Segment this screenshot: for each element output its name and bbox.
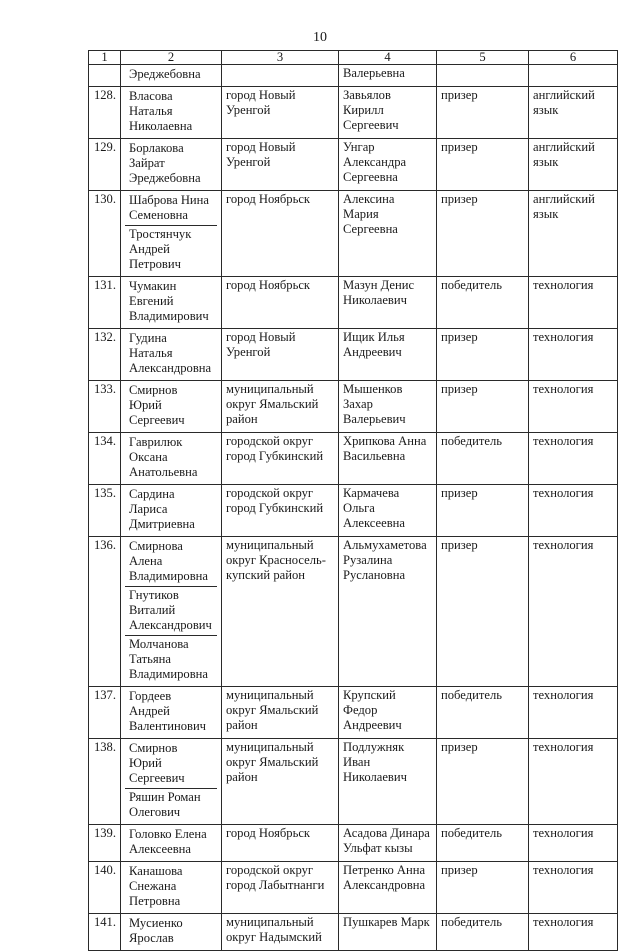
mentor-cell [121, 537, 222, 687]
status-cell: призер [437, 739, 529, 825]
student-cell: Асадова Динара Ульфат кызы [339, 825, 437, 862]
row-number: 129. [89, 139, 121, 191]
row-number [89, 65, 121, 87]
status-cell: призер [437, 862, 529, 914]
page-number: 10 [313, 30, 327, 45]
student-cell: Кармачева Ольга Алексеевна [339, 485, 437, 537]
territory-cell: муниципальный округ Ямальский район [222, 687, 339, 739]
column-header: 1 [89, 51, 121, 65]
mentor-name: Тростянчук Андрей Петрович [125, 225, 217, 274]
row-number: 137. [89, 687, 121, 739]
mentor-cell [121, 862, 222, 914]
row-number: 141. [89, 914, 121, 951]
row-number: 135. [89, 485, 121, 537]
row-number: 140. [89, 862, 121, 914]
territory-cell: город Новый Уренгой [222, 329, 339, 381]
results-table [88, 50, 618, 951]
status-cell: призер [437, 381, 529, 433]
status-cell: победитель [437, 433, 529, 485]
mentor-cell [121, 914, 222, 951]
status-cell: призер [437, 485, 529, 537]
header-row [89, 51, 618, 65]
student-cell: Петренко Анна Александровна [339, 862, 437, 914]
status-cell: победитель [437, 914, 529, 951]
territory-cell: город Новый Уренгой [222, 139, 339, 191]
mentor-cell [121, 485, 222, 537]
mentor-name: Смирнов Юрий Сергеевич [129, 383, 185, 427]
row-number: 139. [89, 825, 121, 862]
table-row [89, 65, 618, 87]
subject-cell: английский язык [529, 139, 618, 191]
table-row [89, 825, 618, 862]
mentor-cell [121, 433, 222, 485]
table-row [89, 862, 618, 914]
status-cell: призер [437, 87, 529, 139]
mentor-name: Эреджебовна [129, 67, 201, 81]
status-cell: победитель [437, 825, 529, 862]
subject-cell: технология [529, 277, 618, 329]
territory-cell: муниципальный округ Ямальский район [222, 381, 339, 433]
mentor-name: Канашова Снежана Петровна [129, 864, 183, 908]
row-number: 132. [89, 329, 121, 381]
territory-cell: город Ноябрьск [222, 277, 339, 329]
mentor-cell [121, 687, 222, 739]
status-cell: победитель [437, 687, 529, 739]
mentor-name: Шаброва Нина Семеновна [129, 193, 209, 222]
status-cell: призер [437, 191, 529, 277]
mentor-name: Гаврилюк Оксана Анатольевна [129, 435, 198, 479]
table-row [89, 433, 618, 485]
territory-cell: город Новый Уренгой [222, 87, 339, 139]
mentor-cell [121, 381, 222, 433]
mentor-name: Головко Елена Алексеевна [129, 827, 207, 856]
student-cell: Крупский Федор Андреевич [339, 687, 437, 739]
column-header: 6 [529, 51, 618, 65]
subject-cell [529, 65, 618, 87]
student-cell: Валерьевна [339, 65, 437, 87]
table-row [89, 139, 618, 191]
subject-cell: технология [529, 914, 618, 951]
mentor-name: Молчанова Татьяна Владимировна [125, 635, 217, 684]
column-header: 2 [121, 51, 222, 65]
territory-cell: муниципальный округ Надымский [222, 914, 339, 951]
student-cell: Пушкарев Марк [339, 914, 437, 951]
table-row [89, 687, 618, 739]
subject-cell: технология [529, 739, 618, 825]
student-cell: Мышенков Захар Валерьевич [339, 381, 437, 433]
subject-cell: английский язык [529, 191, 618, 277]
student-cell: Алексина Мария Сергеевна [339, 191, 437, 277]
table-row [89, 277, 618, 329]
student-cell: Ищик Илья Андреевич [339, 329, 437, 381]
mentor-cell [121, 739, 222, 825]
student-cell: Альмухаметова Рузалина Руслановна [339, 537, 437, 687]
row-number: 128. [89, 87, 121, 139]
status-cell: победитель [437, 277, 529, 329]
table-row [89, 537, 618, 687]
mentor-cell [121, 277, 222, 329]
column-header: 3 [222, 51, 339, 65]
table-row [89, 191, 618, 277]
row-number: 136. [89, 537, 121, 687]
student-cell: Хрипкова Анна Васильевна [339, 433, 437, 485]
mentor-name: Ряшин Роман Олегович [125, 788, 217, 822]
row-number: 130. [89, 191, 121, 277]
territory-cell: городской округ город Лабытнанги [222, 862, 339, 914]
mentor-name: Смирнов Юрий Сергеевич [129, 741, 185, 785]
territory-cell: муниципальный округ Красносель-купский район [222, 537, 339, 687]
status-cell: призер [437, 139, 529, 191]
table-row [89, 381, 618, 433]
mentor-cell [121, 139, 222, 191]
mentor-name: Мусиенко Ярослав [129, 916, 183, 945]
status-cell [437, 65, 529, 87]
subject-cell: английский язык [529, 87, 618, 139]
row-number: 138. [89, 739, 121, 825]
subject-cell: технология [529, 381, 618, 433]
table-row [89, 87, 618, 139]
subject-cell: технология [529, 537, 618, 687]
territory-cell: городской округ город Губкинский [222, 485, 339, 537]
subject-cell: технология [529, 485, 618, 537]
mentor-cell [121, 191, 222, 277]
subject-cell: технология [529, 329, 618, 381]
mentor-name: Гнутиков Виталий Александрович [125, 586, 217, 635]
status-cell: призер [437, 537, 529, 687]
mentor-name: Смирнова Алена Владимировна [129, 539, 208, 583]
row-number: 131. [89, 277, 121, 329]
mentor-cell [121, 825, 222, 862]
status-cell: призер [437, 329, 529, 381]
column-header: 4 [339, 51, 437, 65]
mentor-name: Власова Наталья Николаевна [129, 89, 193, 133]
student-cell: Мазун Денис Николаевич [339, 277, 437, 329]
territory-cell: муниципальный округ Ямальский район [222, 739, 339, 825]
table-row [89, 739, 618, 825]
mentor-name: Борлакова Зайрат Эреджебовна [129, 141, 201, 185]
table-row [89, 329, 618, 381]
mentor-cell [121, 329, 222, 381]
mentor-cell [121, 87, 222, 139]
mentor-cell [121, 65, 222, 87]
territory-cell: город Ноябрьск [222, 825, 339, 862]
table-row [89, 914, 618, 951]
mentor-name: Чумакин Евгений Владимирович [129, 279, 209, 323]
mentor-name: Гордеев Андрей Валентинович [129, 689, 207, 733]
mentor-name: Сардина Лариса Дмитриевна [129, 487, 195, 531]
territory-cell: городской округ город Губкинский [222, 433, 339, 485]
subject-cell: технология [529, 687, 618, 739]
student-cell: Завьялов Кирилл Сергеевич [339, 87, 437, 139]
territory-cell [222, 65, 339, 87]
subject-cell: технология [529, 825, 618, 862]
row-number: 134. [89, 433, 121, 485]
row-number: 133. [89, 381, 121, 433]
subject-cell: технология [529, 862, 618, 914]
table-row [89, 485, 618, 537]
student-cell: Унгар Александра Сергеевна [339, 139, 437, 191]
column-header: 5 [437, 51, 529, 65]
territory-cell: город Ноябрьск [222, 191, 339, 277]
subject-cell: технология [529, 433, 618, 485]
student-cell: Подлужняк Иван Николаевич [339, 739, 437, 825]
mentor-name: Гудина Наталья Александровна [129, 331, 212, 375]
